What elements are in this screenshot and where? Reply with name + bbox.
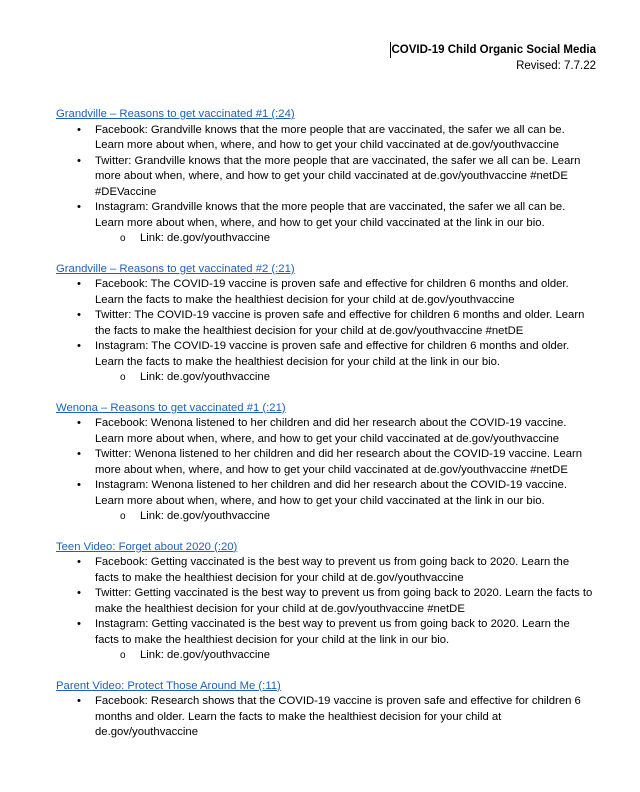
- document-body: [56, 104, 596, 753]
- bullet-list: [56, 555, 596, 648]
- list-item-instagram: • Instagram: Grandville knows that the more people that are vaccinated, the safer we all can be. Learn more about when, where, and how to get your child vaccinated at the link in our bio.: [56, 200, 596, 231]
- section-grandville-2: [56, 259, 596, 386]
- section-title-link[interactable]: Teen Video: Forget about 2020 (:20): [56, 540, 238, 553]
- document-title: COVID-19 Child Organic Social Media: [391, 44, 596, 56]
- sub-item-link: o Link: de.gov/youthvaccine: [56, 231, 596, 247]
- section-teen-video: [56, 537, 596, 664]
- list-item-facebook: • Facebook: Wenona listened to her children and did her research about the COVID-19 vaccine. Learn more about when, where, and how to get your child vaccinated at de.gov/youthvaccine: [56, 416, 596, 447]
- list-item-facebook: • Facebook: Research shows that the COVID-19 vaccine is proven safe and effective for children 6 months and older. Learn the facts to make the healthiest decision for your child at de.gov/youthvaccine: [56, 694, 596, 741]
- document-header: [390, 42, 597, 74]
- section-wenona-1: [56, 398, 596, 525]
- sub-item-link: o Link: de.gov/youthvaccine: [56, 509, 596, 525]
- section-title-link[interactable]: Parent Video: Protect Those Around Me (:11): [56, 679, 281, 692]
- section-title-link[interactable]: Grandville – Reasons to get vaccinated #1 (:24): [56, 108, 295, 120]
- sub-item-link: o Link: de.gov/youthvaccine: [56, 648, 596, 664]
- list-item-instagram: • Instagram: The COVID-19 vaccine is proven safe and effective for children 6 months and older. Learn the facts to make the healthiest decision for your child at the link in our bio.: [56, 339, 596, 370]
- list-item-facebook: • Facebook: Getting vaccinated is the best way to prevent us from going back to 2020. Learn the facts to make the healthiest decision for your child at de.gov/youthvaccine: [56, 555, 596, 586]
- revised-date: Revised: 7.7.22: [516, 60, 596, 72]
- section-title-link[interactable]: Wenona – Reasons to get vaccinated #1 (:21): [56, 401, 286, 414]
- bullet-list: [56, 277, 596, 370]
- list-item-twitter: • Twitter: Getting vaccinated is the best way to prevent us from going back to 2020. Learn the facts to make the healthiest decision for your child at de.gov/youthvaccine #netDE: [56, 586, 596, 617]
- list-item-twitter: • Twitter: Wenona listened to her children and did her research about the COVID-19 vaccine. Learn more about when, where, and how to get your child vaccinated at de.gov/youthvaccine #netDE: [56, 447, 596, 478]
- list-item-facebook: • Facebook: The COVID-19 vaccine is proven safe and effective for children 6 months and older. Learn the facts to make the healthiest decision for your child at de.gov/youthvaccine: [56, 277, 596, 308]
- bullet-list: [56, 123, 596, 232]
- bullet-list: [56, 694, 596, 741]
- list-item-twitter: • Twitter: The COVID-19 vaccine is proven safe and effective for children 6 months and older. Learn the facts to make the healthiest decision for your child at de.gov/youthvaccine #netDE: [56, 308, 596, 339]
- list-item-instagram: • Instagram: Getting vaccinated is the best way to prevent us from going back to 2020. Learn the facts to make the healthiest decision for your child at the link in our bio.: [56, 617, 596, 648]
- list-item-twitter: • Twitter: Grandville knows that the more people that are vaccinated, the safer we all can be. Learn more about when, where, and how to get your child vaccinated at de.gov/youthvaccine #netDE #DEVaccine: [56, 154, 596, 201]
- section-grandville-1: [56, 104, 596, 247]
- list-item-facebook: • Facebook: Grandville knows that the more people that are vaccinated, the safer we all can be. Learn more about when, where, and how to get your child vaccinated at de.gov/youthvaccine: [56, 123, 596, 154]
- sub-item-link: o Link: de.gov/youthvaccine: [56, 370, 596, 386]
- bullet-list: [56, 416, 596, 509]
- section-parent-video: [56, 676, 596, 741]
- section-title-link[interactable]: Grandville – Reasons to get vaccinated #2 (:21): [56, 262, 295, 275]
- list-item-instagram: • Instagram: Wenona listened to her children and did her research about the COVID-19 vaccine. Learn more about when, where, and how to get your child vaccinated at the link in our bio.: [56, 478, 596, 509]
